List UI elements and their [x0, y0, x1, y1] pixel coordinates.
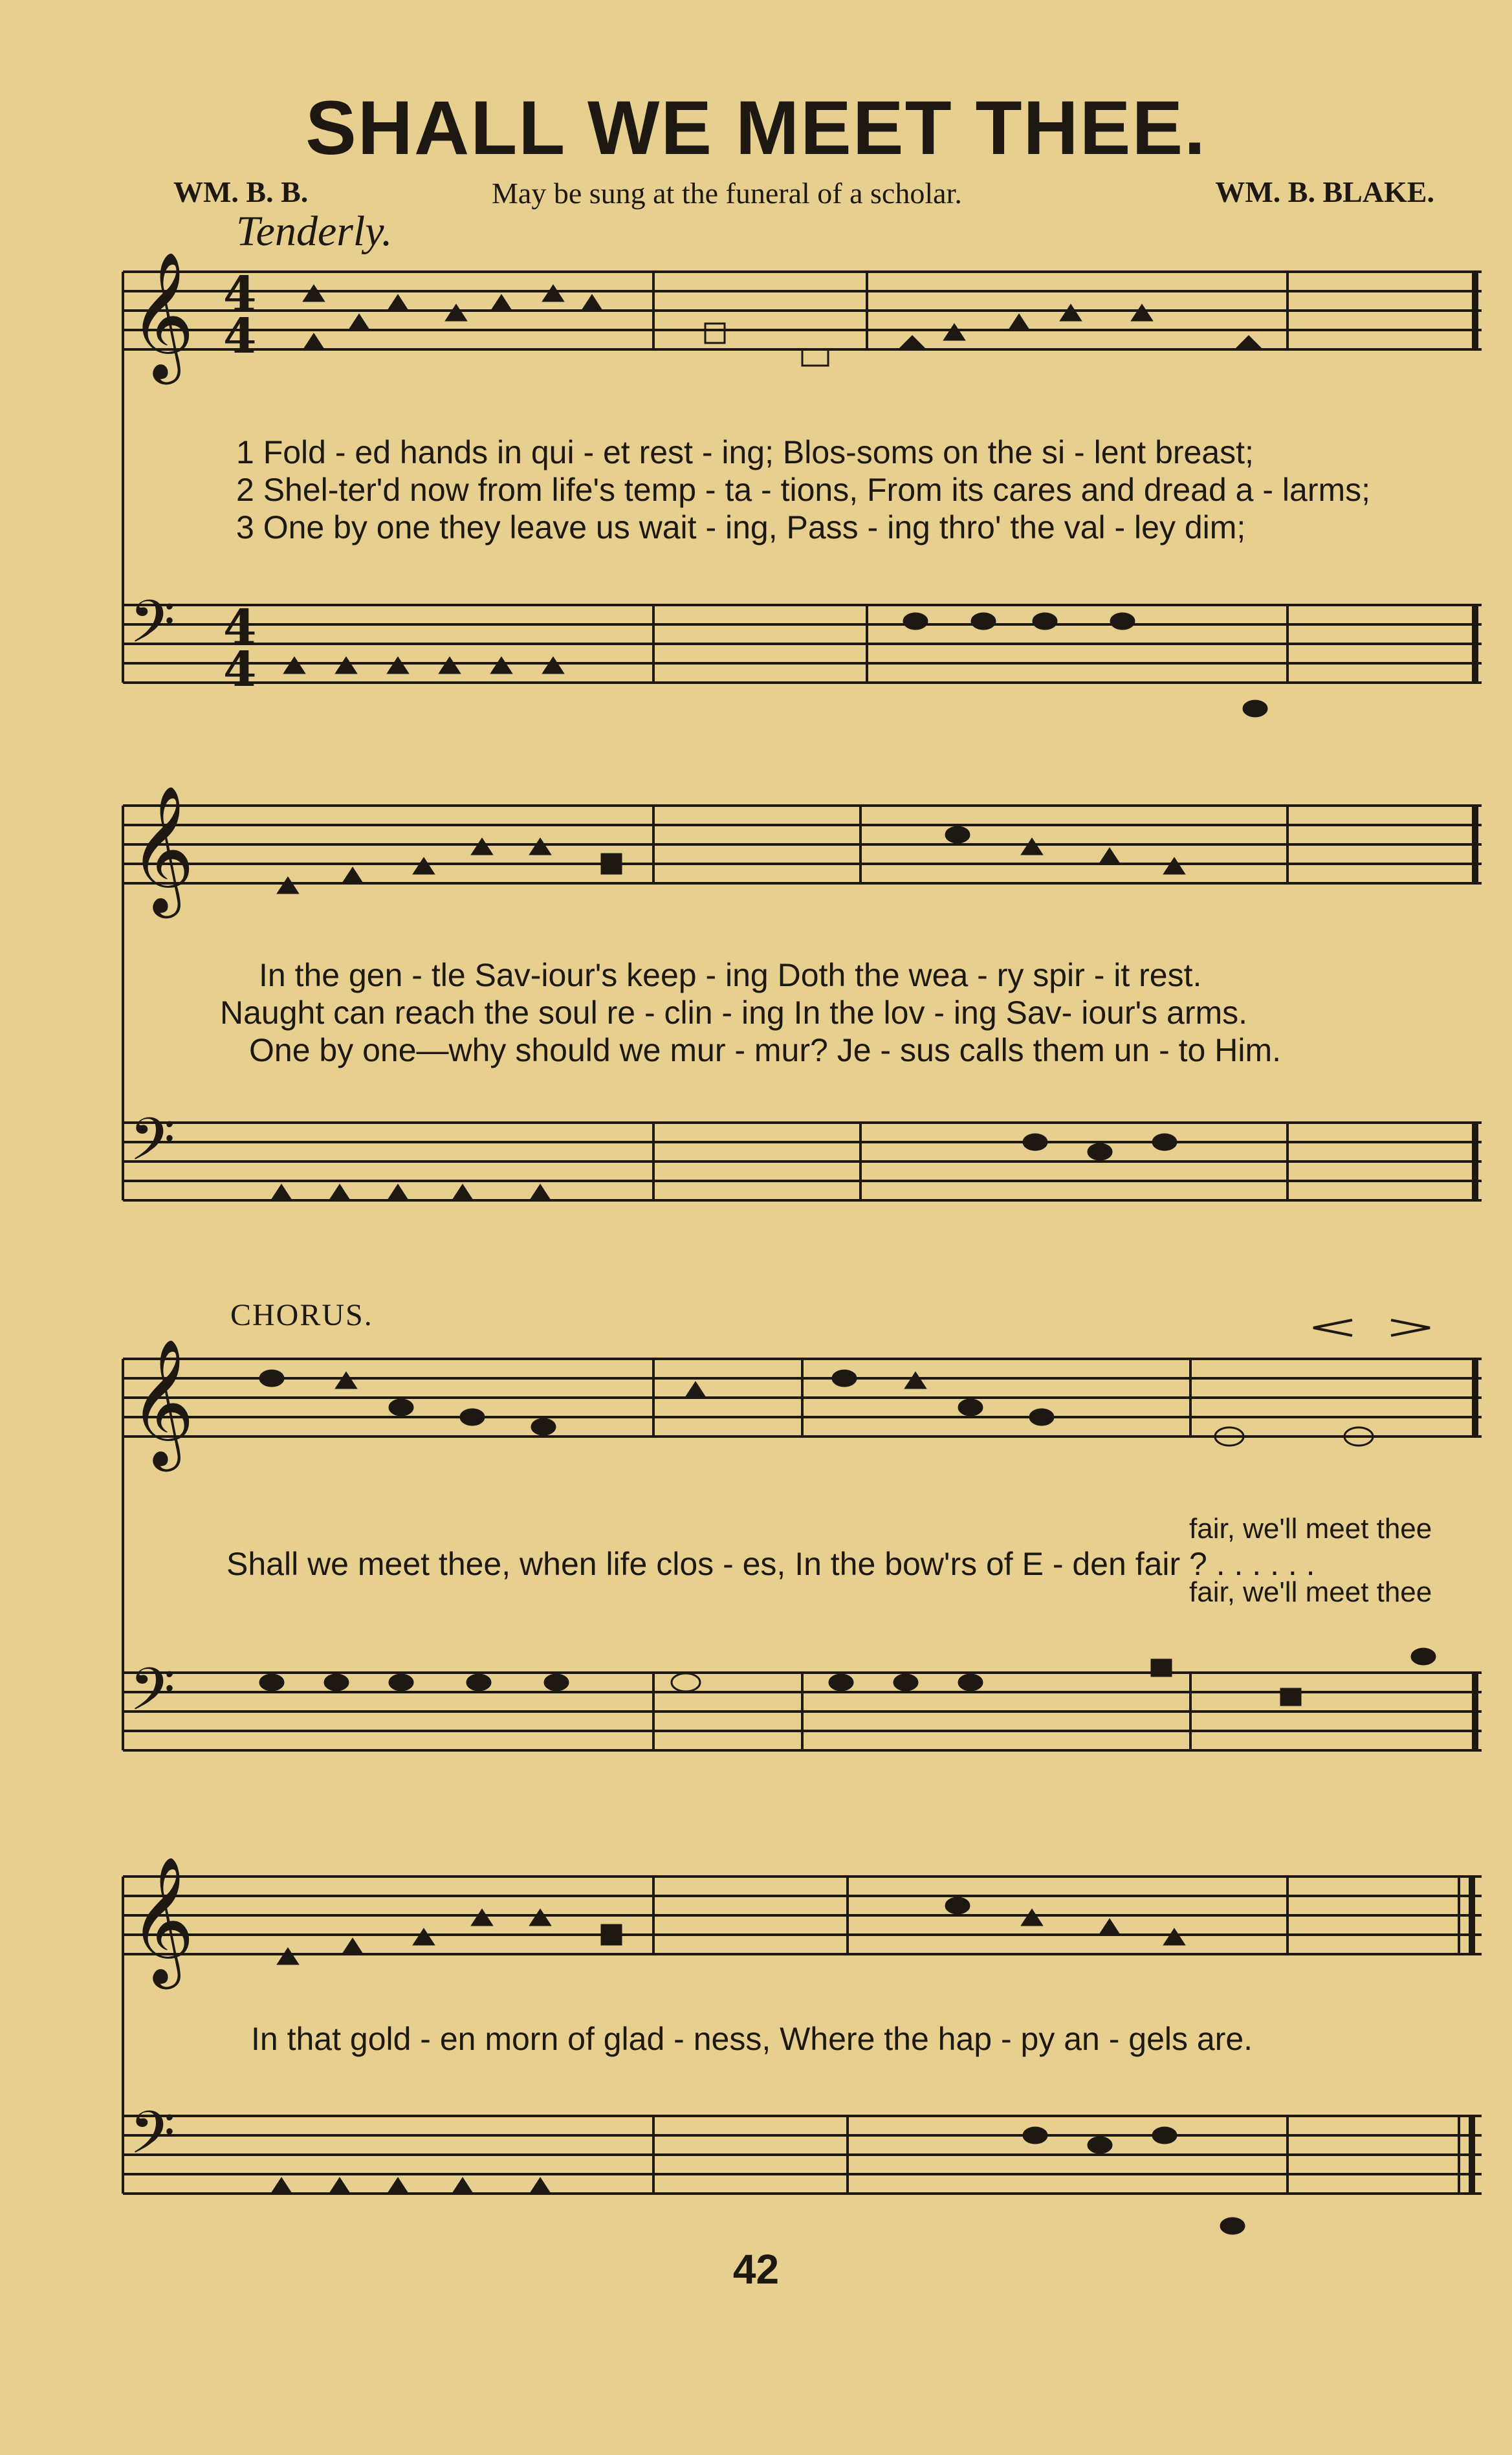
bass-clef-icon: 𝄢	[129, 2098, 175, 2181]
barlines	[123, 272, 1475, 2194]
verse2-line1: 2 Shel-ter'd now from life's temp - ta - tions, From its cares and dread a - larms;	[236, 472, 1371, 508]
staff-system1-bass	[123, 605, 1482, 683]
verse1-line1: 1 Fold - ed hands in qui - et rest - ing; Blos-soms on the si - lent breast;	[236, 434, 1254, 470]
staff-system4-treble	[123, 1877, 1482, 1954]
treble-clef-icon: 𝄞	[129, 785, 195, 913]
hymn-title: SHALL WE MEET THEE.	[305, 85, 1207, 171]
treble-clef-icon: 𝄞	[129, 1338, 195, 1466]
performance-note: May be sung at the funeral of a scholar.	[492, 177, 962, 210]
time-sig-top: 4	[223, 600, 257, 655]
bass-clef-icon: 𝄢	[129, 1105, 175, 1188]
chorus-label: CHORUS.	[230, 1298, 373, 1332]
bass-clef-icon: 𝄢	[129, 588, 175, 670]
staff-system2-bass	[123, 1123, 1482, 1200]
time-sig-bottom: 4	[223, 309, 257, 364]
tempo-marking: Tenderly.	[236, 208, 393, 255]
chorus-bass-echo: fair, we'll meet thee	[1189, 1576, 1432, 1608]
words-credit: WM. B. B.	[173, 175, 309, 208]
verse1-line2: In the gen - tle Sav-iour's keep - ing Doth the wea - ry spir - it rest.	[259, 957, 1202, 993]
staff-system4-bass	[123, 2116, 1482, 2194]
treble-clef-icon: 𝄞	[129, 1856, 195, 1984]
verse3-line1: 3 One by one they leave us wait - ing, Pass - ing thro' the val - ley dim;	[236, 509, 1246, 545]
music-credit: WM. B. BLAKE.	[1215, 175, 1434, 208]
staff-system1-treble	[123, 272, 1482, 349]
chorus-lyric: Shall we meet thee, when life clos - es, In the bow'rs of E - den fair ? . . . . . .	[226, 1546, 1315, 1582]
treble-clef-icon: 𝄞	[129, 251, 195, 379]
bass-clef-icon: 𝄢	[129, 1655, 175, 1738]
chorus-alto-echo: fair, we'll meet thee	[1189, 1513, 1432, 1545]
page-number: 42	[732, 2246, 780, 2293]
verse2-line2: Naught can reach the soul re - clin - ing In the lov - ing Sav- iour's arms.	[220, 995, 1248, 1031]
time-sig-top: 4	[223, 267, 257, 322]
dynamics-hairpins	[1313, 1320, 1430, 1336]
time-sig-bottom: 4	[223, 642, 257, 698]
final-lyric-line: In that gold - en morn of glad - ness, Where the hap - py an - gels are.	[251, 2021, 1253, 2057]
verse3-line2: One by one—why should we mur - mur? Je - sus calls them un - to Him.	[249, 1032, 1282, 1068]
staff-system2-treble	[123, 806, 1482, 883]
